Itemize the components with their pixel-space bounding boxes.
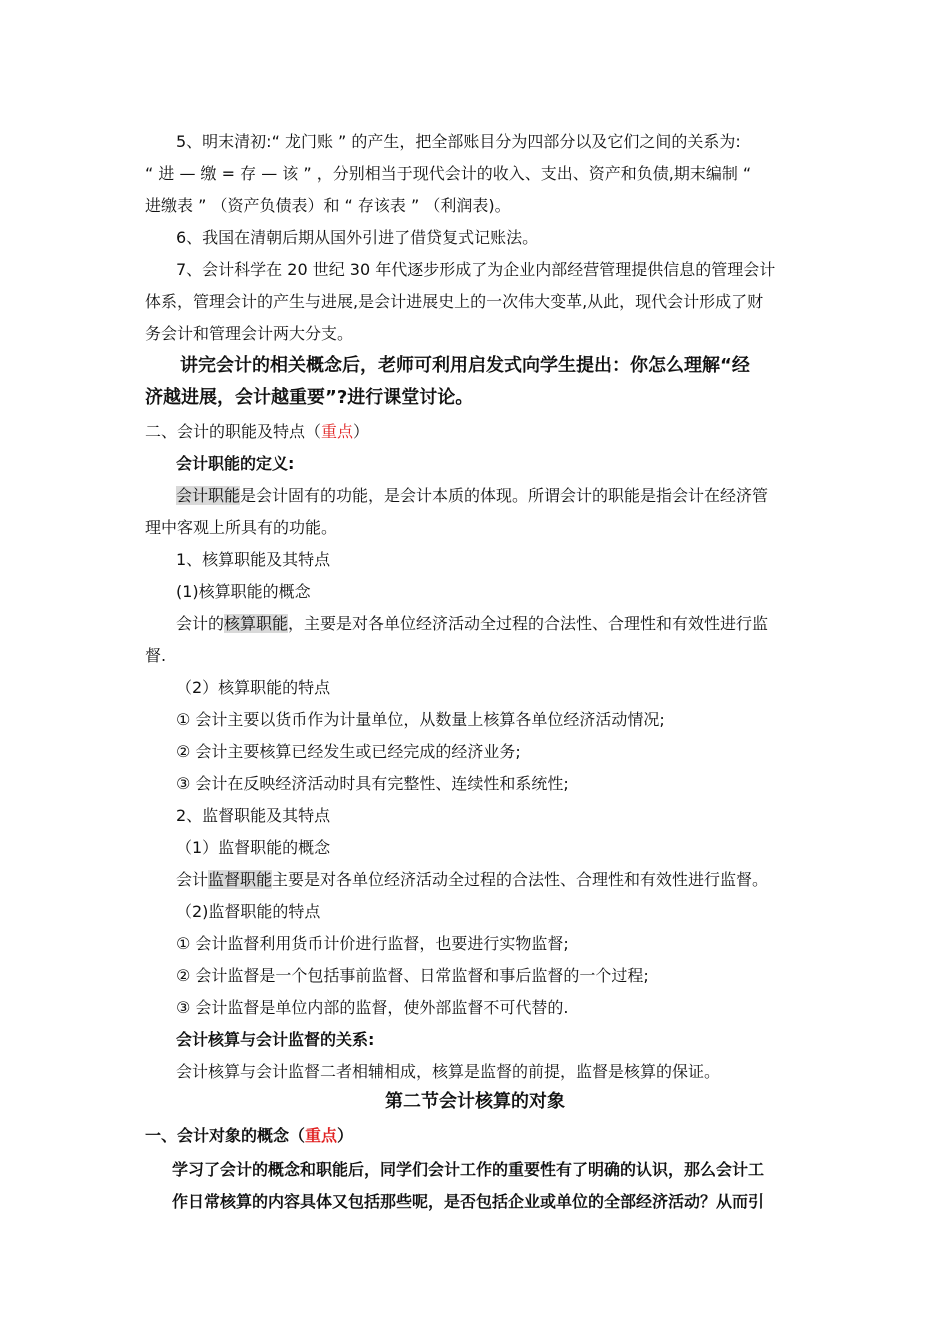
para-7-line-3: 务会计和管理会计两大分支。: [145, 324, 354, 343]
highlighted-term: 核算职能: [224, 614, 289, 633]
key-point-badge: 重点: [305, 1126, 338, 1145]
intro-line-1: 学习了会计的概念和职能后，同学们会计工作的重要性有了明确的认识，那么会计工: [172, 1160, 765, 1179]
para-6: 6、我国在清朝后期从国外引进了借贷复式记账法。: [176, 228, 539, 247]
chapter-title: 第二节会计核算的对象: [385, 1091, 565, 1112]
list-item: ② 会计主要核算已经发生或已经完成的经济业务;: [176, 742, 521, 761]
list-item: ② 会计监督是一个包括事前监督、日常监督和事后监督的一个过程;: [176, 966, 649, 985]
highlighted-term: 会计职能: [176, 486, 241, 505]
subheading-accounting-features: （2）核算职能的特点: [176, 678, 331, 697]
list-item: ③ 会计在反映经济活动时具有完整性、连续性和系统性;: [176, 774, 569, 793]
para-7-line-2: 体系，管理会计的产生与进展,是会计进展史上的一次伟大变革,从此，现代会计形成了财: [145, 292, 764, 311]
intro-line-2: 作日常核算的内容具体又包括那些呢，是否包括企业或单位的全部经济活动？从而引: [172, 1192, 765, 1211]
relationship-title: 会计核算与会计监督的关系:: [176, 1030, 375, 1049]
discussion-line-1: 讲完会计的相关概念后，老师可利用启发式向学生提出：你怎么理解“经: [180, 355, 750, 376]
relationship-text: 会计核算与会计监督二者相辅相成，核算是监督的前提，监督是核算的保证。: [176, 1062, 721, 1081]
para-5-line-1: 5、明末清初:“ 龙门账 ” 的产生，把全部账目分为四部分以及它们之间的关系为:: [176, 132, 741, 151]
para-5-line-3: 进缴表 ” （资产负债表）和 “ 存该表 ” （利润表)。: [145, 196, 511, 215]
discussion-line-2: 济越进展，会计越重要”?进行课堂讨论。: [145, 387, 474, 408]
heading-supervision-function: 2、监督职能及其特点: [176, 806, 331, 825]
heading-accounting-function: 1、核算职能及其特点: [176, 550, 331, 569]
list-item: ① 会计监督利用货币计价进行监督，也要进行实物监督;: [176, 934, 569, 953]
subheading-supervision-features: （2)监督职能的特点: [176, 902, 321, 921]
supervision-concept: 会计监督职能主要是对各单位经济活动全过程的合法性、合理性和有效性进行监督。: [176, 870, 769, 889]
accounting-concept-line-1: 会计的核算职能，主要是对各单位经济活动全过程的合法性、合理性和有效性进行监: [176, 614, 769, 633]
subheading-supervision-concept: （1）监督职能的概念: [176, 838, 331, 857]
highlighted-term: 监督职能: [208, 870, 273, 889]
definition-title: 会计职能的定义:: [176, 454, 295, 473]
subheading-accounting-concept: (1)核算职能的概念: [176, 582, 311, 601]
definition-line-2: 理中客观上所具有的功能。: [145, 518, 338, 537]
list-item: ③ 会计监督是单位内部的监督，使外部监督不可代替的.: [176, 998, 569, 1017]
key-point-badge: 重点: [321, 422, 354, 441]
section-heading-functions: 二、会计的职能及特点（重点）: [145, 422, 370, 441]
accounting-concept-line-2: 督.: [145, 646, 167, 665]
definition-line-1: 会计职能是会计固有的功能，是会计本质的体现。所谓会计的职能是指会计在经济管: [176, 486, 769, 505]
section-heading-text: 二、会计的职能及特点（: [145, 422, 322, 441]
para-5-line-2: “ 进 — 缴 = 存 — 该 ” ，分别相当于现代会计的收入、支出、资产和负债,期末编制 “: [145, 164, 752, 183]
section-heading-object: 一、会计对象的概念（重点）: [145, 1126, 354, 1145]
para-7-line-1: 7、会计科学在 20 世纪 30 年代逐步形成了为企业内部经营管理提供信息的管理会计: [176, 260, 776, 279]
list-item: ① 会计主要以货币作为计量单位，从数量上核算各单位经济活动情况;: [176, 710, 665, 729]
